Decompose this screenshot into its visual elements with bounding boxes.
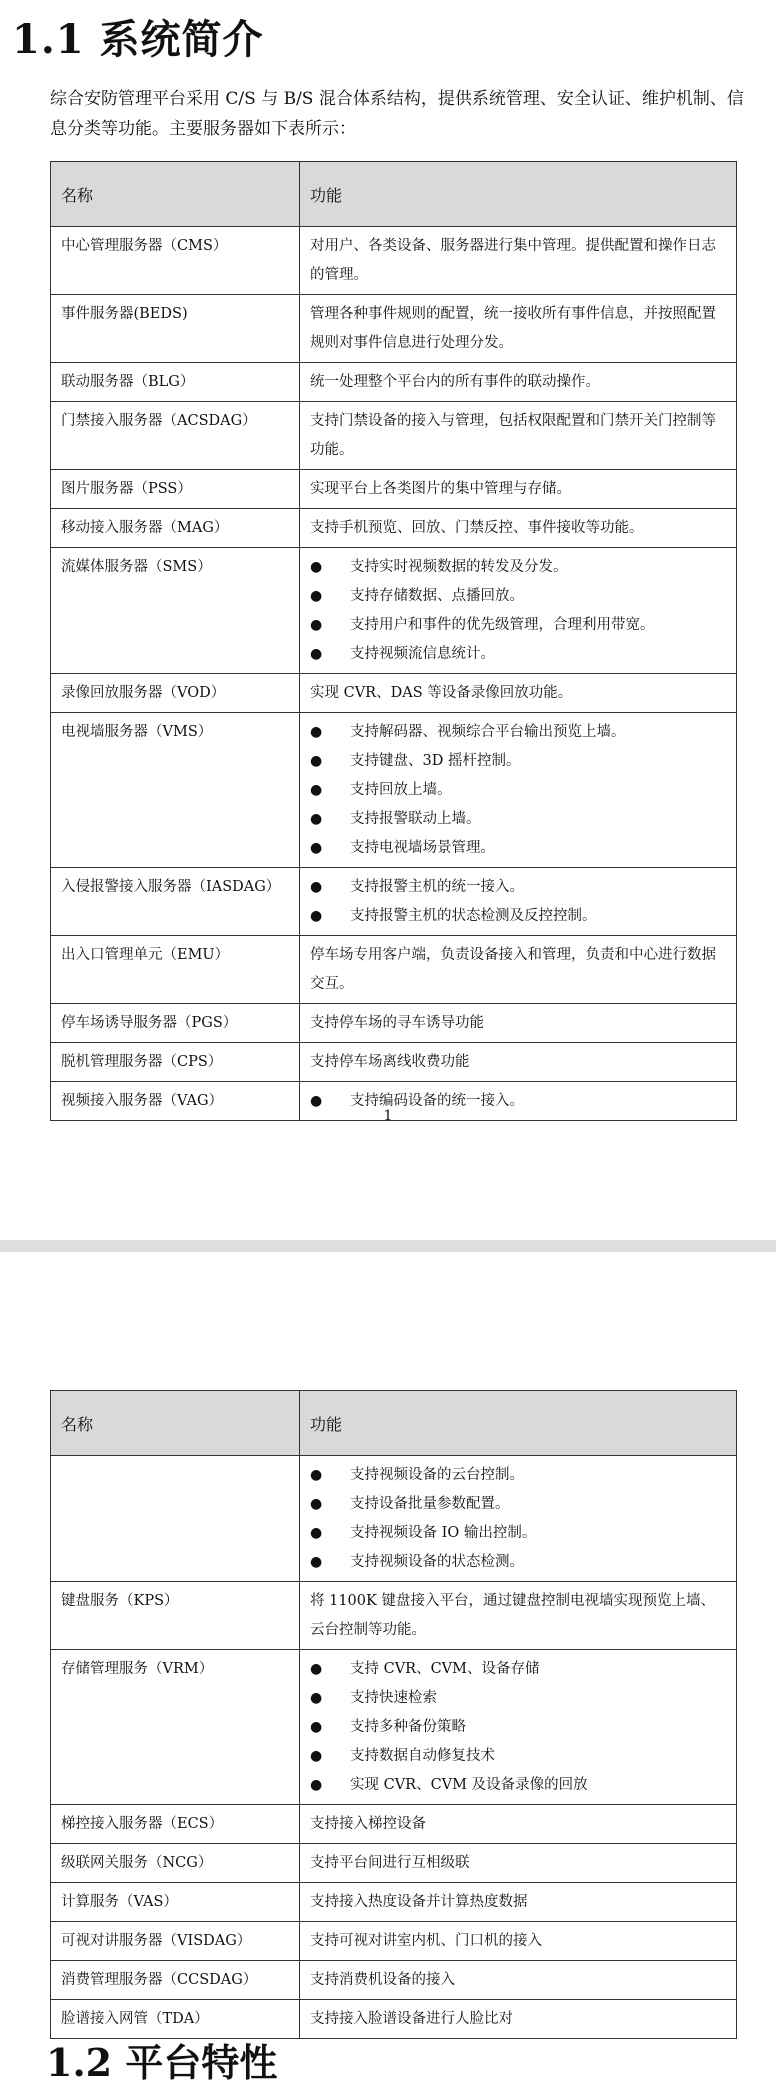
- function-bullet-item: ● 支持编码设备的统一接入。: [310, 1087, 726, 1116]
- table-row: [51, 936, 737, 1004]
- page-number: 1: [383, 1108, 393, 1124]
- table-row: [51, 548, 737, 674]
- server-function-cell: 支持停车场离线收费功能: [300, 1043, 737, 1082]
- header-name: 名称: [51, 1391, 300, 1456]
- server-name-cell: 视频接入服务器（VAG）: [51, 1082, 300, 1121]
- server-name-cell: 脱机管理服务器（CPS）: [51, 1043, 300, 1082]
- table-row: [51, 1582, 737, 1650]
- server-name-cell: 图片服务器（PSS）: [51, 470, 300, 509]
- server-name-cell: 键盘服务（KPS）: [51, 1582, 300, 1650]
- function-bullet-item: ● 支持视频设备的云台控制。: [310, 1461, 726, 1490]
- table-body: [51, 227, 737, 1121]
- server-table-part-2: [50, 1390, 737, 2039]
- server-function-cell: 管理各种事件规则的配置，统一接收所有事件信息，并按照配置规则对事件信息进行处理分发。: [300, 295, 737, 363]
- server-name-cell: 移动接入服务器（MAG）: [51, 509, 300, 548]
- table-row: [51, 402, 737, 470]
- server-name-cell: 计算服务（VAS）: [51, 1883, 300, 1922]
- server-name-cell: 消费管理服务器（CCSDAG）: [51, 1961, 300, 2000]
- section-title: 1.1 系统简介: [12, 16, 264, 63]
- server-name-cell: 电视墙服务器（VMS）: [51, 713, 300, 868]
- table-row: [51, 1805, 737, 1844]
- server-function-cell: 支持接入梯控设备: [300, 1805, 737, 1844]
- function-bullet-item: ● 支持实时视频数据的转发及分发。: [310, 553, 726, 582]
- function-bullet-item: ● 支持报警主机的统一接入。: [310, 873, 726, 902]
- function-bullet-item: ● 支持解码器、视频综合平台输出预览上墙。: [310, 718, 726, 747]
- function-bullet-item: ● 实现 CVR、CVM 及设备录像的回放: [310, 1771, 726, 1800]
- server-name-cell: 出入口管理单元（EMU）: [51, 936, 300, 1004]
- header-function: 功能: [300, 1391, 737, 1456]
- server-function-cell: 支持停车场的寻车诱导功能: [300, 1004, 737, 1043]
- server-function-cell: [300, 713, 737, 868]
- function-bullet-item: ● 支持 CVR、CVM、设备存储: [310, 1655, 726, 1684]
- table-row: [51, 674, 737, 713]
- function-bullet-item: ● 支持数据自动修复技术: [310, 1742, 726, 1771]
- table-row: [51, 713, 737, 868]
- server-function-cell: 实现 CVR、DAS 等设备录像回放功能。: [300, 674, 737, 713]
- table-row: [51, 1961, 737, 2000]
- server-function-cell: 支持接入脸谱设备进行人脸比对: [300, 2000, 737, 2039]
- server-name-cell: 入侵报警接入服务器（IASDAG）: [51, 868, 300, 936]
- server-function-cell: 实现平台上各类图片的集中管理与存储。: [300, 470, 737, 509]
- function-bullet-item: ● 支持视频流信息统计。: [310, 640, 726, 669]
- function-bullet-item: ● 支持回放上墙。: [310, 776, 726, 805]
- table-row: [51, 227, 737, 295]
- server-function-cell: 支持可视对讲室内机、门口机的接入: [300, 1922, 737, 1961]
- server-function-cell: 停车场专用客户端，负责设备接入和管理，负责和中心进行数据交互。: [300, 936, 737, 1004]
- server-name-cell: 级联网关服务（NCG）: [51, 1844, 300, 1883]
- server-function-cell: 将 1100K 键盘接入平台，通过键盘控制电视墙实现预览上墙、云台控制等功能。: [300, 1582, 737, 1650]
- server-name-cell: 录像回放服务器（VOD）: [51, 674, 300, 713]
- table-row: [51, 1456, 737, 1582]
- function-bullet-item: ● 支持键盘、3D 摇杆控制。: [310, 747, 726, 776]
- server-name-cell: 存储管理服务（VRM）: [51, 1650, 300, 1805]
- function-bullet-item: ● 支持存储数据、点播回放。: [310, 582, 726, 611]
- table-row: [51, 1883, 737, 1922]
- function-bullet-item: ● 支持电视墙场景管理。: [310, 834, 726, 863]
- function-bullet-list: [310, 873, 726, 931]
- server-name-cell: 门禁接入服务器（ACSDAG）: [51, 402, 300, 470]
- header-function: 功能: [300, 162, 737, 227]
- server-function-cell: [300, 548, 737, 674]
- document-page-2: [0, 1252, 776, 2085]
- server-name-cell: 流媒体服务器（SMS）: [51, 548, 300, 674]
- server-function-cell: [300, 1456, 737, 1582]
- function-bullet-item: ● 支持报警主机的状态检测及反控控制。: [310, 902, 726, 931]
- function-bullet-item: ● 支持视频设备的状态检测。: [310, 1548, 726, 1577]
- server-name-cell: 脸谱接入网管（TDA）: [51, 2000, 300, 2039]
- server-function-cell: 支持门禁设备的接入与管理，包括权限配置和门禁开关门控制等功能。: [300, 402, 737, 470]
- table-header-row: [51, 162, 737, 227]
- function-bullet-list: [310, 718, 726, 863]
- table-row: [51, 868, 737, 936]
- server-name-cell: 中心管理服务器（CMS）: [51, 227, 300, 295]
- table-row: [51, 1043, 737, 1082]
- server-function-cell: [300, 1650, 737, 1805]
- function-bullet-item: ● 支持多种备份策略: [310, 1713, 726, 1742]
- server-name-cell: 事件服务器(BEDS): [51, 295, 300, 363]
- table-row: [51, 1650, 737, 1805]
- function-bullet-item: ● 支持用户和事件的优先级管理，合理利用带宽。: [310, 611, 726, 640]
- server-function-cell: 支持消费机设备的接入: [300, 1961, 737, 2000]
- table-row: [51, 295, 737, 363]
- table-row: [51, 1004, 737, 1043]
- table-row: [51, 1922, 737, 1961]
- table-row: [51, 363, 737, 402]
- function-bullet-item: ● 支持快速检索: [310, 1684, 726, 1713]
- server-name-cell: 停车场诱导服务器（PGS）: [51, 1004, 300, 1043]
- table-row: [51, 1844, 737, 1883]
- server-table-part-1: [50, 161, 737, 1121]
- function-bullet-list: [310, 1461, 726, 1577]
- server-name-cell: [51, 1456, 300, 1582]
- header-name: 名称: [51, 162, 300, 227]
- server-function-cell: 对用户、各类设备、服务器进行集中管理。提供配置和操作日志的管理。: [300, 227, 737, 295]
- server-function-cell: 统一处理整个平台内的所有事件的联动操作。: [300, 363, 737, 402]
- server-function-cell: 支持平台间进行互相级联: [300, 1844, 737, 1883]
- function-bullet-item: ● 支持设备批量参数配置。: [310, 1490, 726, 1519]
- server-function-cell: [300, 868, 737, 936]
- function-bullet-list: [310, 1655, 726, 1800]
- server-function-cell: 支持接入热度设备并计算热度数据: [300, 1883, 737, 1922]
- function-bullet-item: ● 支持报警联动上墙。: [310, 805, 726, 834]
- server-name-cell: 联动服务器（BLG）: [51, 363, 300, 402]
- table-body: [51, 1456, 737, 2039]
- intro-paragraph: 综合安防管理平台采用 C/S 与 B/S 混合体系结构，提供系统管理、安全认证、维护机制、信息分类等功能。主要服务器如下表所示：: [50, 89, 744, 139]
- table-row: [51, 509, 737, 548]
- function-bullet-item: ● 支持视频设备 IO 输出控制。: [310, 1519, 726, 1548]
- server-name-cell: 梯控接入服务器（ECS）: [51, 1805, 300, 1844]
- table-row: [51, 470, 737, 509]
- server-function-cell: 支持手机预览、回放、门禁反控、事件接收等功能。: [300, 509, 737, 548]
- page-separator: [0, 1240, 776, 1252]
- next-section-title: 1.2 平台特性: [46, 2040, 278, 2085]
- server-name-cell: 可视对讲服务器（VISDAG）: [51, 1922, 300, 1961]
- table-header-row: [51, 1391, 737, 1456]
- function-bullet-list: [310, 553, 726, 669]
